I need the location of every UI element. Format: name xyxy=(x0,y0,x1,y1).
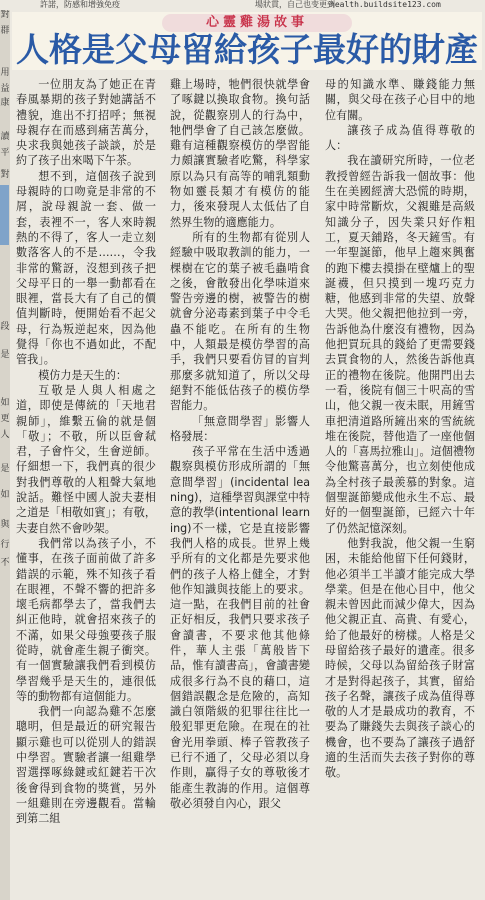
edge-char: 對 xyxy=(0,10,10,20)
paragraph: 想不到，這個孩子說到母親時的口吻竟是非常的不屑，說母親說一套、做一套，表裡不一，客人來時親熱的不得了，客人一走立刻數落客人的不是……，令我非常的驚訝，沒想到孩子把父母平日的一舉一動都看在眼裡，當長大有了自己的價值判斷時，便開始看不起父母，行為叛逆起來，因為他覺得「你也不過如此，不配管我」。 xyxy=(16,169,156,367)
paragraph: 所有的生物都有從別人經驗中吸取教訓的能力，一棵樹在它的葉子被毛蟲啃食之後，會散發出化學味道來警告旁邊的樹，被警告的樹就會分泌毒素到葉子中令毛蟲不能吃。在所有的生物中，人類最是模仿學習的高手，我們只要看仿冒的盲判那麼多就知道了，所以父母絕對不能低估孩子的模仿學習能力。 xyxy=(170,230,310,413)
edge-char: 讀 xyxy=(0,132,10,142)
article-column-2 xyxy=(170,77,310,897)
edge-char: 人 xyxy=(0,430,10,440)
paragraph: 他對我說，他父親一生窮困，未能給他留下任何錢財，他必須半工半讀才能完成大學學業。但是在他心目中，他父親未曾因此而減少偉大，因為他父親正直、高貴、有愛心，給了他最好的榜樣。人格是父母留給孩子最好的遺產。很多時候，父母以為留給孩子財富才是對得起孩子，其實，留給孩子名聲，讓孩子成為值得尊敬的人才是最成功的教育，不要為了賺錢失去與孩子談心的機會，也不要為了讓孩子過舒適的生活而失去孩子對你的尊敬。 xyxy=(325,536,475,780)
left-edge-fragments xyxy=(0,10,10,900)
paragraph: 我們一向認為雞不怎麼聰明，但是最近的研究報告顯示雞也可以從別人的錯誤中學習。實驗者讓一組雞學習選擇啄綠鍵或紅鍵若干次後會得到食物的獎賞，另外一組雞則在旁邊觀看。當輪到第二組 xyxy=(16,705,156,826)
article-banner xyxy=(12,12,482,70)
edge-char: 是 xyxy=(0,350,10,360)
paragraph: 我在讀研究所時，一位老教授曾經告訴我一個故事：他生在美國經濟大恐慌的時期，家中時常斷炊，父親雖是高級知識分子，因失業只好作粗工，夏天鋪路，冬天鏟雪。有一年聖誕節，他早上趨來興奮的跑下樓去摸掛在壁爐上的聖誕襪，但只摸到一塊巧克力糖，他感到非常的失望、放聲大哭。他父親把他拉到一旁，告訴他為什麼沒有禮物，因為他把買玩具的錢給了更需要錢去買食物的人，然後告訴他真正的禮物在後院。他開門出去一看，後院有個三十呎高的雪山，他父親一夜未眠，用鏟雪車把清道路所鏟出來的雪統統堆在後院，替他造了一座他個人的「喜馬拉雅山」。這個禮物令他驚喜萬分，也立刻使他成為全村孩子最羨慕的對象。這個聖誕節變成他永生不忘、最好的一個聖誕節，已經六十年了仍然記憶深刻。 xyxy=(325,154,475,535)
article-column-1 xyxy=(16,77,156,897)
edge-char: 不 xyxy=(0,558,10,568)
edge-char: 對 xyxy=(0,170,10,180)
edge-char: 行 xyxy=(0,540,10,550)
website-url: health.buildsite123.com xyxy=(330,0,441,9)
paragraph: 雞上場時，牠們很快就學會了啄鍵以換取食物。換句話說，從觀察別人的行為中，牠們學會了自己該怎麼做。雞有這種觀察模仿的學習能力頗讓實驗者吃驚，科學家原以為只有高等的哺乳類動物如靈長類才有模仿的能力，後來發現人太低估了自然界生物的適應能力。 xyxy=(170,78,310,229)
article-headline: 人格是父母留給孩子最好的財產 xyxy=(16,30,478,69)
edge-char: 如 xyxy=(0,398,10,408)
edge-char: 如 xyxy=(0,490,10,500)
edge-char: 用 xyxy=(0,68,10,78)
edge-char: 是 xyxy=(0,464,10,474)
edge-char: 益 xyxy=(0,84,10,94)
edge-char: 段 xyxy=(0,322,10,332)
edge-char: 群 xyxy=(0,26,10,36)
paragraph: 一位朋友為了她正在青春風暴期的孩子對她講話不禮貌，進出不打招呼；無視母親存在而感到痛苦萬分，央求我與她孩子談談，於是約了孩子出來喝下午茶。 xyxy=(16,78,156,168)
edge-char: 平 xyxy=(0,148,10,158)
article-column-3 xyxy=(325,77,475,897)
column-name: 心靈雞湯故事 xyxy=(162,14,352,32)
top-fragment-mid: 場狀貫，自己也变更到 xyxy=(255,0,335,9)
edge-char: 康 xyxy=(0,98,10,108)
top-strip xyxy=(0,0,485,10)
edge-char: 更 xyxy=(0,414,10,424)
edge-blue-block xyxy=(0,185,9,245)
paragraph: 我們常以為孩子小，不懂事，在孩子面前做了許多錯誤的示範，殊不知孩子看在眼裡，不聲不響的把許多壞毛病都學去了，當我們去糾正他時，就會招來孩子的不滿，如果父母強要孩子服從時，就會產生親子衝突。有一個實驗讓我們看到模仿學習幾乎是天生的，連很低等的動物都有這個能力。 xyxy=(16,536,156,703)
subheading: 模仿力是天生的： xyxy=(38,368,127,382)
edge-char: 與 xyxy=(0,520,10,530)
paragraph: 互敬是人與人相處之道，即使是傳統的「天地君親師」，維繫五倫的就是個「敬」；不敬，所以臣會弒君，子會忤父，生會逆師。仔細想一下，我們真的很少對我們尊敬的人粗聲大氣地說話。難怪中國人說夫妻相之道是「相敬如賓」；有敬，夫妻自然不會吵架。 xyxy=(16,383,156,535)
paragraph: 孩子平常在生活中透過觀察與模仿形成所謂的「無意間學習」(incidental leaning)，這種學習與課堂中特意的教學(intentional learning)不一樣，它是直接影響我們人格的成長。世界上幾乎所有的文化都是先要求他們的孩子人格上健全，才對他作知識與技能上的要求。這一點，在我們目前的社會正好相反，我們只要求孩子會讀書，不要求他其他條件，華人主張「萬般皆下品，惟有讀書高」，會讀書變成很多行為不良的藉口，這個錯誤觀念是危險的，高知識白領階級的犯罪往往比一般犯罪更危險。在現在的社會光用拳頭、棒子管教孩子已行不通了，父母必須以身作則，贏得子女的尊敬後才能產生教誨的作用。這個尊敬必須發自內心，跟父 xyxy=(170,445,310,810)
paragraph: 母的知識水準、賺錢能力無關，與父母在孩子心目中的地位有關。 xyxy=(325,78,475,122)
subheading: 讓孩子成為值得尊敬的人： xyxy=(325,123,475,153)
subheading: 「無意間學習」影響人格發展： xyxy=(170,414,310,443)
top-fragment-left: 許諾，防感和增強免疫 xyxy=(40,0,120,9)
